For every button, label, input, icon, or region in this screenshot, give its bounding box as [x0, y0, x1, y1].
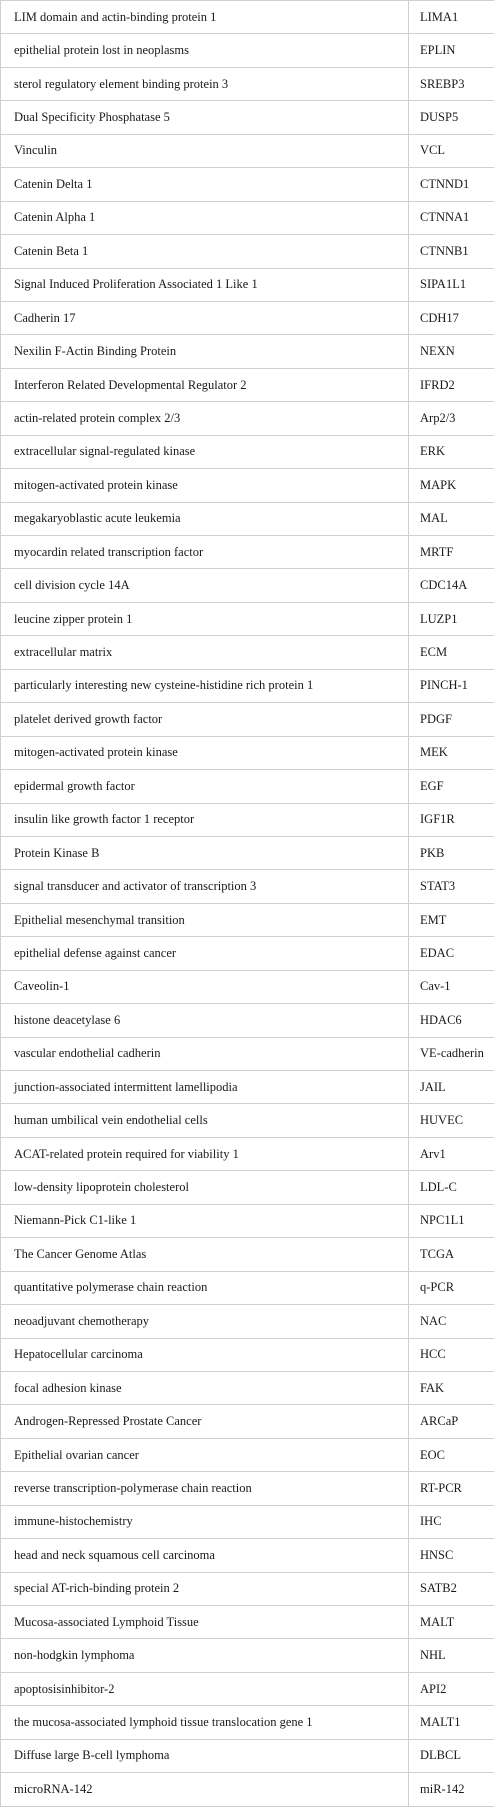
full-term-cell: LIM domain and actin-binding protein 1: [1, 1, 409, 34]
table-row: [1, 1572, 494, 1605]
table-row: [1, 1371, 494, 1404]
table-row: [1, 736, 494, 769]
table-row: [1, 1739, 494, 1772]
table-row: [1, 836, 494, 869]
full-term-cell: Dual Specificity Phosphatase 5: [1, 101, 409, 134]
table-row: [1, 1606, 494, 1639]
full-term-cell: Protein Kinase B: [1, 836, 409, 869]
full-term-cell: extracellular matrix: [1, 636, 409, 669]
full-term-cell: low-density lipoprotein cholesterol: [1, 1171, 409, 1204]
abbreviation-cell: MALT1: [409, 1706, 494, 1739]
table-row: [1, 368, 494, 401]
table-row: [1, 1271, 494, 1304]
full-term-cell: actin-related protein complex 2/3: [1, 402, 409, 435]
abbreviation-cell: IFRD2: [409, 368, 494, 401]
full-term-cell: Niemann-Pick C1-like 1: [1, 1204, 409, 1237]
table-row: [1, 1171, 494, 1204]
full-term-cell: Nexilin F-Actin Binding Protein: [1, 335, 409, 368]
full-term-cell: mitogen-activated protein kinase: [1, 736, 409, 769]
abbreviation-cell: Cav-1: [409, 970, 494, 1003]
abbreviation-cell: Arp2/3: [409, 402, 494, 435]
abbreviation-cell: SREBP3: [409, 67, 494, 100]
full-term-cell: neoadjuvant chemotherapy: [1, 1305, 409, 1338]
table-row: [1, 536, 494, 569]
table-row: [1, 602, 494, 635]
table-row: [1, 970, 494, 1003]
table-row: [1, 1238, 494, 1271]
abbreviation-cell: VE-cadherin: [409, 1037, 494, 1070]
table-row: [1, 469, 494, 502]
table-row: [1, 1071, 494, 1104]
table-row: [1, 435, 494, 468]
full-term-cell: insulin like growth factor 1 receptor: [1, 803, 409, 836]
full-term-cell: megakaryoblastic acute leukemia: [1, 502, 409, 535]
abbreviation-cell: DUSP5: [409, 101, 494, 134]
abbreviation-cell: HCC: [409, 1338, 494, 1371]
abbreviation-cell: PINCH-1: [409, 669, 494, 702]
full-term-cell: particularly interesting new cysteine-histidine rich protein 1: [1, 669, 409, 702]
full-term-cell: vascular endothelial cadherin: [1, 1037, 409, 1070]
abbreviation-cell: EDAC: [409, 937, 494, 970]
table-row: [1, 937, 494, 970]
table-row: [1, 803, 494, 836]
abbreviation-cell: LUZP1: [409, 602, 494, 635]
table-row: [1, 1773, 494, 1806]
abbreviation-cell: NAC: [409, 1305, 494, 1338]
full-term-cell: epithelial protein lost in neoplasms: [1, 34, 409, 67]
abbreviation-cell: EPLIN: [409, 34, 494, 67]
table-row: [1, 1405, 494, 1438]
abbreviation-cell: MALT: [409, 1606, 494, 1639]
abbreviation-cell: ECM: [409, 636, 494, 669]
full-term-cell: reverse transcription-polymerase chain reaction: [1, 1472, 409, 1505]
table-row: [1, 1037, 494, 1070]
full-term-cell: cell division cycle 14A: [1, 569, 409, 602]
full-term-cell: Interferon Related Developmental Regulator 2: [1, 368, 409, 401]
abbreviation-cell: NHL: [409, 1639, 494, 1672]
full-term-cell: The Cancer Genome Atlas: [1, 1238, 409, 1271]
abbreviation-cell: MAPK: [409, 469, 494, 502]
full-term-cell: Vinculin: [1, 134, 409, 167]
abbreviation-cell: Arv1: [409, 1137, 494, 1170]
full-term-cell: epidermal growth factor: [1, 770, 409, 803]
table-row: [1, 1338, 494, 1371]
abbreviation-cell: HNSC: [409, 1539, 494, 1572]
full-term-cell: Caveolin-1: [1, 970, 409, 1003]
abbreviation-cell: CTNNA1: [409, 201, 494, 234]
table-row: [1, 502, 494, 535]
full-term-cell: microRNA-142: [1, 1773, 409, 1806]
full-term-cell: non-hodgkin lymphoma: [1, 1639, 409, 1672]
abbreviation-cell: STAT3: [409, 870, 494, 903]
table-row: [1, 1672, 494, 1705]
full-term-cell: Catenin Beta 1: [1, 235, 409, 268]
table-row: [1, 636, 494, 669]
abbreviation-cell: HUVEC: [409, 1104, 494, 1137]
table-row: [1, 1, 494, 34]
full-term-cell: epithelial defense against cancer: [1, 937, 409, 970]
table-row: [1, 1204, 494, 1237]
abbreviation-cell: PDGF: [409, 703, 494, 736]
table-row: [1, 101, 494, 134]
table-row: [1, 168, 494, 201]
abbreviation-cell: LIMA1: [409, 1, 494, 34]
abbreviation-cell: CTNND1: [409, 168, 494, 201]
abbreviation-cell: PKB: [409, 836, 494, 869]
table-row: [1, 235, 494, 268]
abbreviation-cell: MEK: [409, 736, 494, 769]
full-term-cell: extracellular signal-regulated kinase: [1, 435, 409, 468]
abbreviation-cell: EOC: [409, 1438, 494, 1471]
abbreviation-cell: CTNNB1: [409, 235, 494, 268]
full-term-cell: mitogen-activated protein kinase: [1, 469, 409, 502]
full-term-cell: Catenin Delta 1: [1, 168, 409, 201]
abbreviation-cell: CDC14A: [409, 569, 494, 602]
abbreviation-cell: VCL: [409, 134, 494, 167]
abbreviation-cell: ERK: [409, 435, 494, 468]
abbreviation-cell: SIPA1L1: [409, 268, 494, 301]
full-term-cell: apoptosisinhibitor-2: [1, 1672, 409, 1705]
full-term-cell: the mucosa-associated lymphoid tissue translocation gene 1: [1, 1706, 409, 1739]
full-term-cell: head and neck squamous cell carcinoma: [1, 1539, 409, 1572]
table-row: [1, 1137, 494, 1170]
table-row: [1, 870, 494, 903]
abbreviation-cell: NPC1L1: [409, 1204, 494, 1237]
full-term-cell: Hepatocellular carcinoma: [1, 1338, 409, 1371]
abbreviation-cell: API2: [409, 1672, 494, 1705]
full-term-cell: Catenin Alpha 1: [1, 201, 409, 234]
table-row: [1, 703, 494, 736]
full-term-cell: focal adhesion kinase: [1, 1371, 409, 1404]
table-row: [1, 1438, 494, 1471]
table-row: [1, 402, 494, 435]
abbreviation-cell: MAL: [409, 502, 494, 535]
abbreviation-cell: EMT: [409, 903, 494, 936]
full-term-cell: junction-associated intermittent lamellipodia: [1, 1071, 409, 1104]
table-row: [1, 1472, 494, 1505]
full-term-cell: sterol regulatory element binding protein 3: [1, 67, 409, 100]
full-term-cell: Epithelial ovarian cancer: [1, 1438, 409, 1471]
full-term-cell: platelet derived growth factor: [1, 703, 409, 736]
full-term-cell: quantitative polymerase chain reaction: [1, 1271, 409, 1304]
abbreviation-cell: ARCaP: [409, 1405, 494, 1438]
full-term-cell: Signal Induced Proliferation Associated 1 Like 1: [1, 268, 409, 301]
table-row: [1, 669, 494, 702]
abbreviation-cell: EGF: [409, 770, 494, 803]
table-row: [1, 335, 494, 368]
full-term-cell: Mucosa-associated Lymphoid Tissue: [1, 1606, 409, 1639]
table-row: [1, 1505, 494, 1538]
table-row: [1, 1639, 494, 1672]
abbreviation-cell: FAK: [409, 1371, 494, 1404]
full-term-cell: leucine zipper protein 1: [1, 602, 409, 635]
table-row: [1, 134, 494, 167]
table-row: [1, 1706, 494, 1739]
table-row: [1, 770, 494, 803]
table-row: [1, 1539, 494, 1572]
table-row: [1, 1004, 494, 1037]
abbreviation-cell: miR-142: [409, 1773, 494, 1806]
table-row: [1, 903, 494, 936]
abbreviation-cell: LDL-C: [409, 1171, 494, 1204]
full-term-cell: histone deacetylase 6: [1, 1004, 409, 1037]
abbreviation-cell: RT-PCR: [409, 1472, 494, 1505]
abbreviation-cell: TCGA: [409, 1238, 494, 1271]
full-term-cell: immune-histochemistry: [1, 1505, 409, 1538]
table-row: [1, 1104, 494, 1137]
table-row: [1, 301, 494, 334]
table-row: [1, 67, 494, 100]
abbreviation-cell: SATB2: [409, 1572, 494, 1605]
table-row: [1, 34, 494, 67]
full-term-cell: Diffuse large B-cell lymphoma: [1, 1739, 409, 1772]
abbreviations-table-body: [1, 1, 494, 1807]
full-term-cell: Androgen-Repressed Prostate Cancer: [1, 1405, 409, 1438]
full-term-cell: human umbilical vein endothelial cells: [1, 1104, 409, 1137]
abbreviation-cell: HDAC6: [409, 1004, 494, 1037]
abbreviation-cell: IHC: [409, 1505, 494, 1538]
table-row: [1, 201, 494, 234]
table-row: [1, 569, 494, 602]
full-term-cell: ACAT-related protein required for viability 1: [1, 1137, 409, 1170]
abbreviation-cell: NEXN: [409, 335, 494, 368]
table-row: [1, 268, 494, 301]
full-term-cell: myocardin related transcription factor: [1, 536, 409, 569]
full-term-cell: Cadherin 17: [1, 301, 409, 334]
abbreviation-cell: IGF1R: [409, 803, 494, 836]
abbreviation-cell: DLBCL: [409, 1739, 494, 1772]
full-term-cell: special AT-rich-binding protein 2: [1, 1572, 409, 1605]
abbreviation-cell: MRTF: [409, 536, 494, 569]
table-row: [1, 1305, 494, 1338]
abbreviation-cell: q-PCR: [409, 1271, 494, 1304]
full-term-cell: signal transducer and activator of transcription 3: [1, 870, 409, 903]
abbreviation-cell: CDH17: [409, 301, 494, 334]
full-term-cell: Epithelial mesenchymal transition: [1, 903, 409, 936]
abbreviation-cell: JAIL: [409, 1071, 494, 1104]
